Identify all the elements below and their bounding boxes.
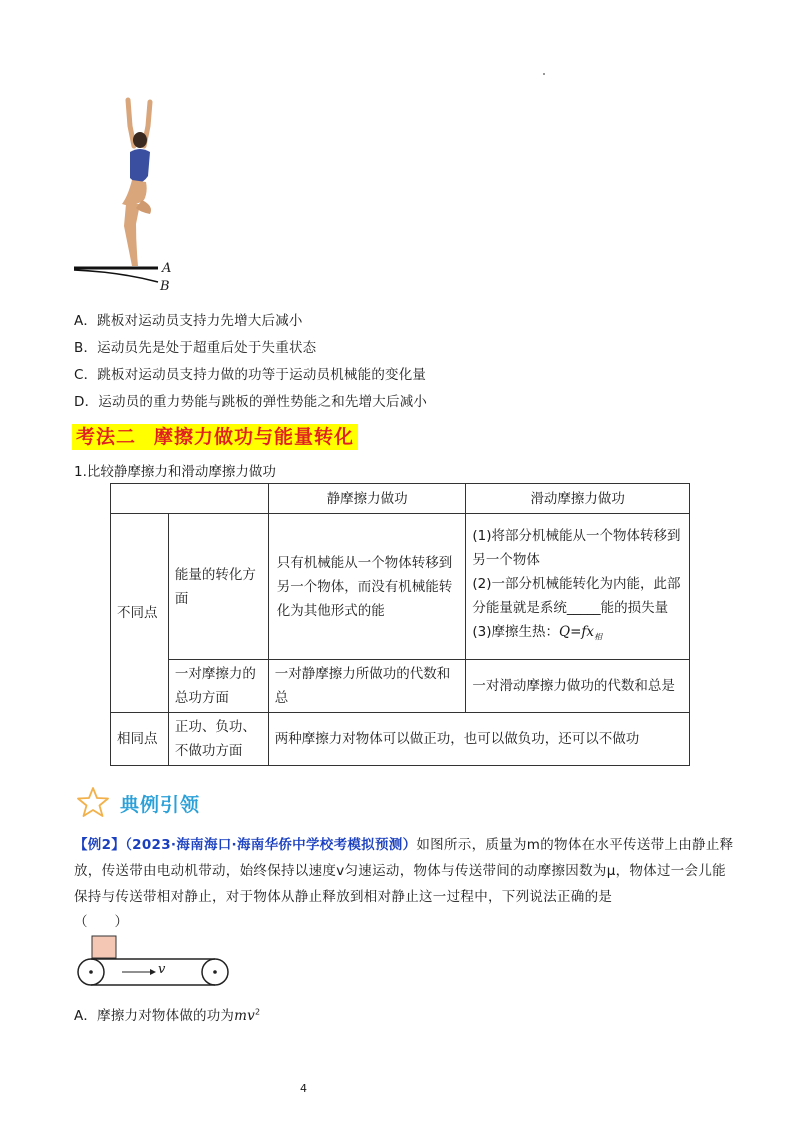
example-option-a-text: A．摩擦力对物体做的功为 [74,1008,235,1024]
option-b: B．运动员先是处于超重后处于失重状态 [74,340,317,356]
option-a: A．跳板对运动员支持力先增大后减小 [74,313,303,329]
springboard-B [74,270,158,282]
diver-figure [70,96,190,300]
velocity-arrowhead [150,969,156,975]
example-tag: 【例2】 [74,837,126,853]
row1-formula: Q=fx [559,623,595,640]
pulley-right-axle [213,970,217,974]
diff-label: 不同点 [111,514,169,713]
diver-swimsuit [130,149,150,183]
row1-sliding-3-wrap [472,620,683,650]
page-dot [543,73,545,75]
example-source: （2023·海南海口·海南华侨中学校考模拟预测） [125,837,417,853]
example-text: 如图所示，质量为m的物体在水平传送带上由静止释放，传送带由电动机带动，始终保持以速度v匀速运动，物体与传送带间的动摩擦因数为μ，物体过一会儿能保持与传送带相对静止，对于物体从静止释放到相对静止这一过程中，下列说法正确的是 [74,837,734,905]
row2-static: 一对静摩擦力所做功的代数和总 [268,660,466,713]
comparison-table [110,483,690,766]
row1-sliding-2: (2)一部分机械能转化为内能，此部分能量就是系统_____能的损失量 [472,575,681,616]
row1-aspect: 能量的转化方面 [168,514,268,660]
conveyor-figure [74,932,234,990]
table-row [111,514,690,660]
same-label: 相同点 [111,713,169,766]
label-B: B [160,279,170,294]
example-option-a-formula: mv [234,1008,255,1024]
velocity-label: v [158,962,166,977]
section-heading-a: 考法二 [76,426,137,448]
section-heading [72,424,358,450]
option-d: D．运动员的重力势能与跳板的弹性势能之和先增大后减小 [74,394,428,410]
row1-static: 只有机械能从一个物体转移到另一个物体，而没有机械能转化为其他形式的能 [268,514,466,660]
star-icon [76,786,110,818]
row2-sliding: 一对滑动摩擦力做功的代数和总是 [466,660,690,713]
row1-sliding [466,514,690,660]
table-row [111,713,690,766]
block [92,936,116,958]
example-option-a [74,1004,260,1024]
label-A: A [162,261,172,276]
table-corner-cell [111,484,269,514]
header-sliding: 滑动摩擦力做功 [466,484,690,514]
option-c: C．跳板对运动员支持力做的功等于运动员机械能的变化量 [74,367,427,383]
row3-aspect: 正功、负功、不做功方面 [168,713,268,766]
table-caption: 1.比较静摩擦力和滑动摩擦力做功 [74,464,276,480]
header-static: 静摩擦力做功 [268,484,466,514]
row3-common: 两种摩擦力对物体可以做正功，也可以做负功，还可以不做功 [268,713,689,766]
row1-formula-sub: 相 [594,632,603,642]
table-header-row [111,484,690,514]
page-number: 4 [300,1082,307,1095]
example-option-a-sup: 2 [254,1007,261,1017]
pulley-left-axle [89,970,93,974]
example-paragraph [74,832,734,910]
table-row [111,660,690,713]
typical-example-title: 典例引领 [120,794,201,816]
diver-leg-lower [124,204,140,266]
row1-sliding-1: (1)将部分机械能从一个物体转移到另一个物体 [472,527,681,568]
diver-head [133,132,147,148]
row2-aspect: 一对摩擦力的总功方面 [168,660,268,713]
row1-sliding-3: (3)摩擦生热： [472,623,560,640]
section-heading-b: 摩擦力做功与能量转化 [154,426,355,448]
answer-blank: （ ） [74,914,128,930]
